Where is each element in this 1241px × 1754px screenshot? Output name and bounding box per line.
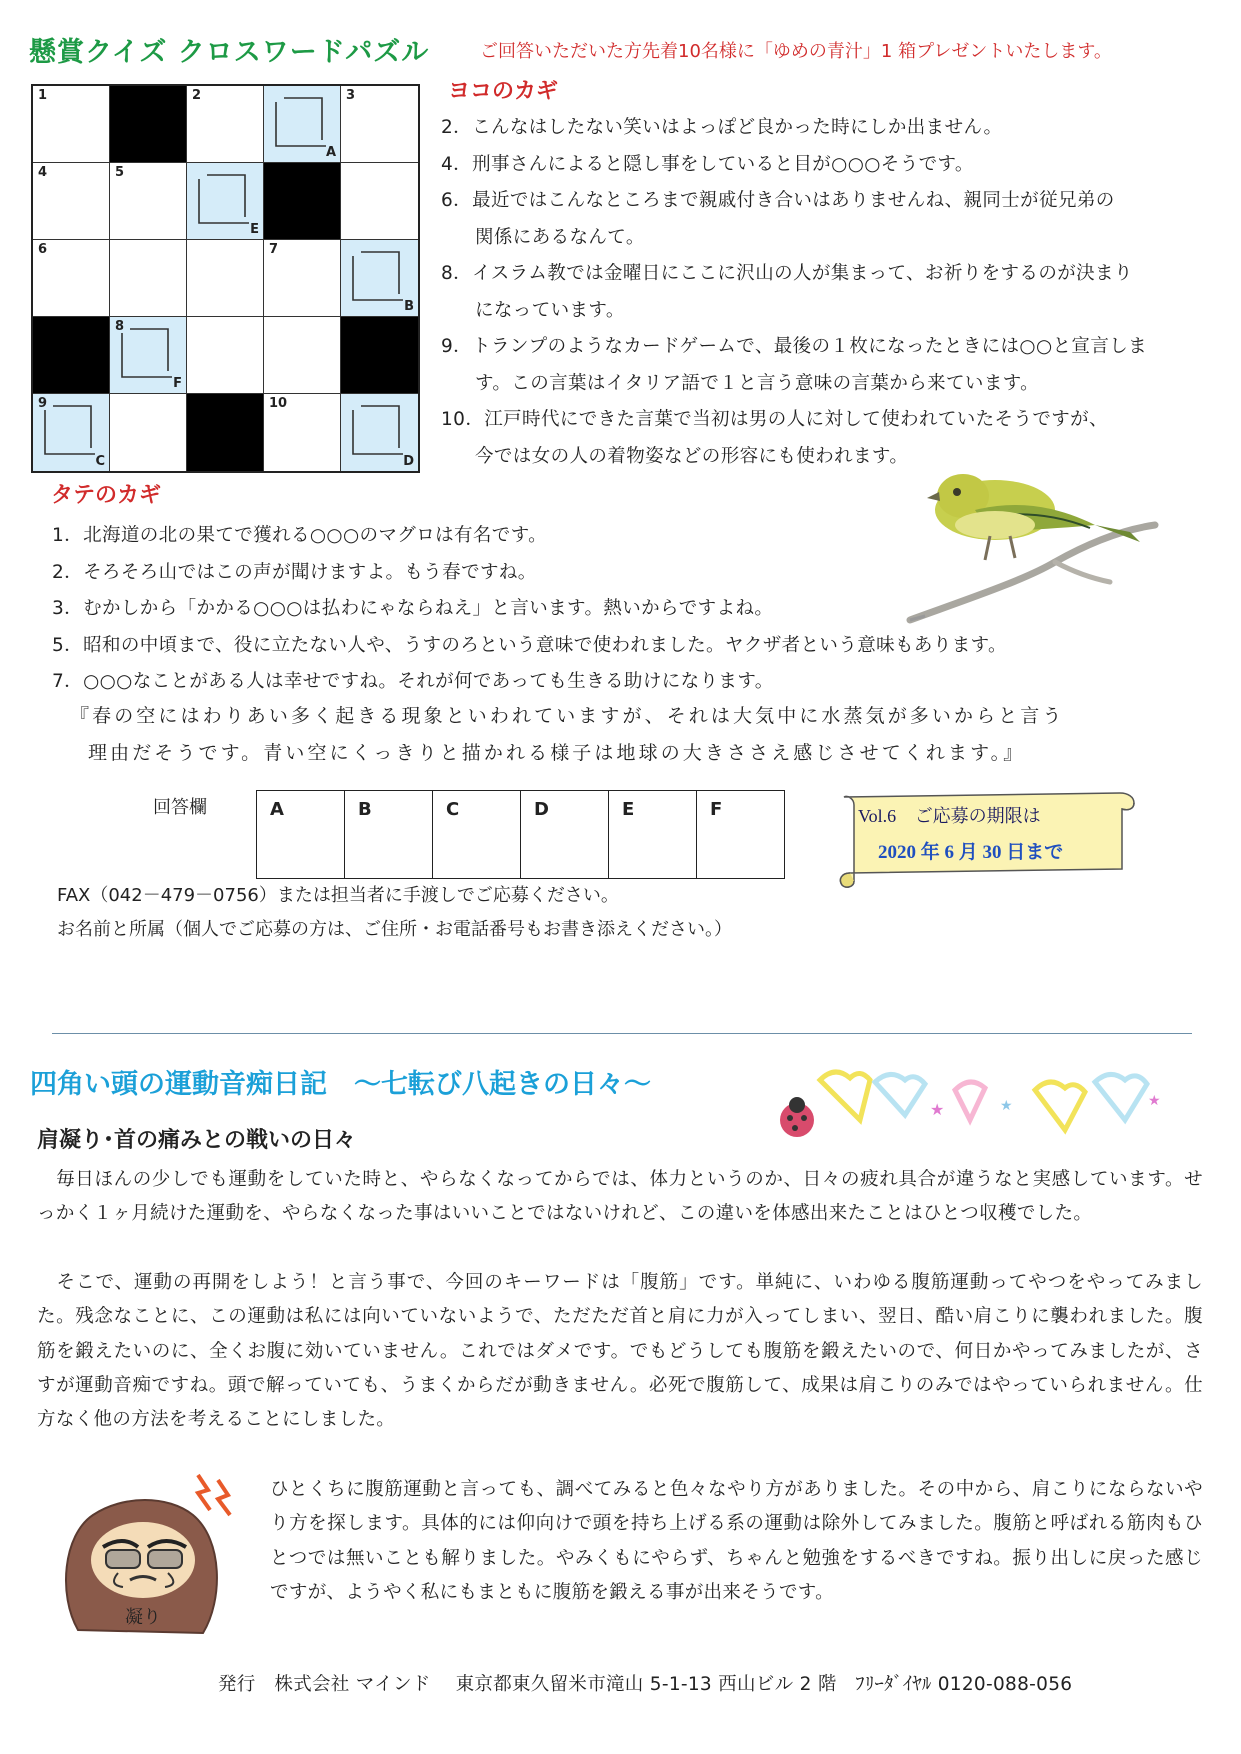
crossword-cell[interactable] [33,163,110,240]
crossword-cell[interactable] [110,240,187,317]
crossword-cell[interactable] [33,394,110,471]
down-clue: 1．北海道の北の果てで獲れる○○○のマグロは有名です。 [52,525,548,546]
crossword-cell[interactable] [264,317,341,394]
across-clue: 8．イスラム教では金曜日にここに沢山の人が集まって、お祈りをするのが決まり [441,263,1133,284]
diary-title: 四角い頭の運動音痴日記 ～七転び八起きの日々～ [30,1069,651,1100]
bird-illustration [905,470,1160,630]
crossword-cell[interactable] [264,86,341,163]
cell-letter: F [173,376,182,391]
across-clue: 4．刑事さんによると隠し事をしていると目が○○○そうです。 [441,153,974,175]
across-clue: 2．こんなはしたない笑いはよっぽど良かった時にしか出ません。 [441,117,1003,138]
deadline-label: ご応募の期限は [914,806,1041,826]
cell-number: 6 [38,242,48,257]
answer-cell[interactable]: C [433,791,521,879]
crossword-cell[interactable] [110,394,187,471]
crossword-cell [341,317,418,394]
crossword-grid [31,84,420,473]
answer-cell[interactable]: A [257,791,345,879]
cell-number: 3 [346,88,356,103]
across-clues [441,110,1221,475]
down-clue: 3．むかしから「かかる○○○は払わにゃならねえ」と言います。熱いからですよね。 [52,598,774,620]
crossword-cell[interactable] [187,86,264,163]
down-heading: タテのカギ [51,483,162,508]
crossword-cell[interactable] [341,163,418,240]
cell-number: 9 [38,396,48,411]
cell-letter: E [250,222,259,237]
deadline-date: 2020 年 6 月 30 日まで [878,842,1064,863]
across-clue: 6．最近ではこんなところまで親戚付き合いはありませんね、親同士が従兄弟の [441,190,1115,211]
answer-cell[interactable]: E [609,791,697,879]
across-clue: 10．江戸時代にできた言葉で当初は男の人に対して使われていたそうですが、 [441,409,1108,430]
down-clue: 5．昭和の中頃まで、役に立たない人や、うすのろという意味で使われました。ヤクザ者という意味もあります。 [52,634,1007,656]
down-clue: 7．○○○なことがある人は幸せですね。それが何であっても生きる助けになります。 [52,671,774,693]
diary-paragraph-1: 毎日ほんの少しでも運動をしていた時と、やらなくなってからでは、体力というのか、日々の疲れ具合が違うなと実感しています。せっかく１ヶ月続けた運動を、やらなくなった事はいいことではないけれど、この違いを体感出来たことはひとつ収穫でした。 [37,1169,1203,1225]
across-clue: 関係にあるなんて。 [475,226,645,248]
across-heading: ヨコのカギ [448,79,559,104]
across-clue: す。この言葉はイタリア語で１と言う意味の言葉から来ています。 [475,372,1040,394]
answer-cell[interactable]: D [521,791,609,879]
fax-line: FAX（042－479－0756）または担当者に手渡しでご応募ください。 [57,885,619,906]
cell-number: 8 [115,319,125,334]
prize-note: ご回答いただいた方先着10名様に「ゆめの青汁」1 箱プレゼントいたします。 [480,41,1112,62]
quiz-title: 懸賞クイズ クロスワードパズル [29,37,430,68]
crossword-cell[interactable] [264,240,341,317]
cell-letter: B [404,299,414,314]
crossword-cell[interactable] [341,86,418,163]
cell-number: 10 [269,396,288,411]
section-divider [52,1033,1192,1034]
cell-number: 1 [38,88,48,103]
cell-number: 7 [269,242,279,257]
crossword-cell[interactable] [33,86,110,163]
scroll-line-1 [858,802,1041,828]
hint-line-2: 理由だそうです。青い空にくっきりと描かれる様子は地球の大きささえ感じさせてくれます。』 [88,742,1026,764]
cell-number: 5 [115,165,125,180]
down-clue: 2．そろそろ山ではこの声が聞けますよ。もう春ですね。 [52,561,537,583]
answer-cell[interactable]: F [697,791,785,879]
answer-label: 回答欄 [153,797,207,818]
crossword-cell[interactable] [264,394,341,471]
crossword-cell[interactable] [341,240,418,317]
decorative-wings [765,1060,1195,1150]
svg-text:★: ★ [1000,1098,1013,1114]
crossword-cell [33,317,110,394]
cell-letter: A [325,145,336,160]
answer-cell[interactable]: B [345,791,433,879]
crossword-cell [187,394,264,471]
crossword-cell [110,86,187,163]
cell-number: 2 [192,88,202,103]
diary-paragraph-2: そこで、運動の再開をしよう！と言う事で、今回のキーワードは「腹筋」です。単純に、いわゆる腹筋運動ってやつをやってみました。残念なことに、この運動は私には向いていないようで、ただただ首と肩に力が入ってしまい、翌日、酷い肩こりに襲われました。腹筋を鍛えたいのに、全くお腹に効いていません。これではダメです。でもどうしても腹筋を鍛えたいので、何日かやってみましたが、さすが運動音痴ですね。頭で解っていても、うまくからだが動きません。必死で腹筋して、成果は肩こりのみではやっていられません。仕方なく他の方法を考えることにしました。 [37,1272,1203,1431]
crossword-cell[interactable] [33,240,110,317]
daruma-illustration [48,1455,243,1650]
answer-table [256,790,785,879]
hint-text [70,698,1065,772]
svg-text:★: ★ [1148,1093,1161,1109]
crossword-cell[interactable] [187,240,264,317]
crossword-cell[interactable] [110,163,187,240]
crossword-cell[interactable] [341,394,418,471]
diary-paragraph-3: ひとくちに腹筋運動と言っても、調べてみると色々なやり方がありました。その中から、肩こりにならないやり方を探します。具体的には仰向けで頭を持ち上げる系の運動は除外してみました。腹筋と呼ばれる筋肉もひとつでは無いことも解りました。やみくもにやらず、ちゃんと勉強をするべきですね。振り出しに戻った感じですが、ようやく私にもまともに腹筋を鍛える事が出来そうです。 [270,1479,1203,1603]
across-clue: 9．トランプのようなカードゲームで、最後の１枚になったときには○○と宣言しま [441,336,1148,357]
cell-letter: C [95,454,105,469]
hint-line-1: 『春の空にはわりあい多く起きる現象といわれていますが、それは大気中に水蒸気が多いからと言う [70,705,1065,727]
crossword-cell[interactable] [187,163,264,240]
cell-letter: D [403,454,414,469]
footer-publisher: 発行 株式会社 マインド 東京都東久留米市滝山 5-1-13 西山ビル 2 階 ﾌﾘｰﾀﾞｲﾔﾙ 0120-088-056 [218,1674,1073,1695]
crossword-cell[interactable] [187,317,264,394]
crossword-cell[interactable] [110,317,187,394]
crossword-cell [264,163,341,240]
across-clue: になっています。 [475,299,625,321]
cell-number: 4 [38,165,48,180]
vol-number: Vol.6 [858,806,897,826]
daruma-text: 凝り [125,1607,161,1628]
svg-text:★: ★ [930,1100,945,1119]
diary-subtitle: 肩凝り･首の痛みとの戦いの日々 [37,1128,357,1153]
across-clue: 今では女の人の着物姿などの形容にも使われます。 [475,445,909,467]
name-line: お名前と所属（個人でご応募の方は、ご住所・お電話番号もお書き添えください。） [57,919,732,940]
